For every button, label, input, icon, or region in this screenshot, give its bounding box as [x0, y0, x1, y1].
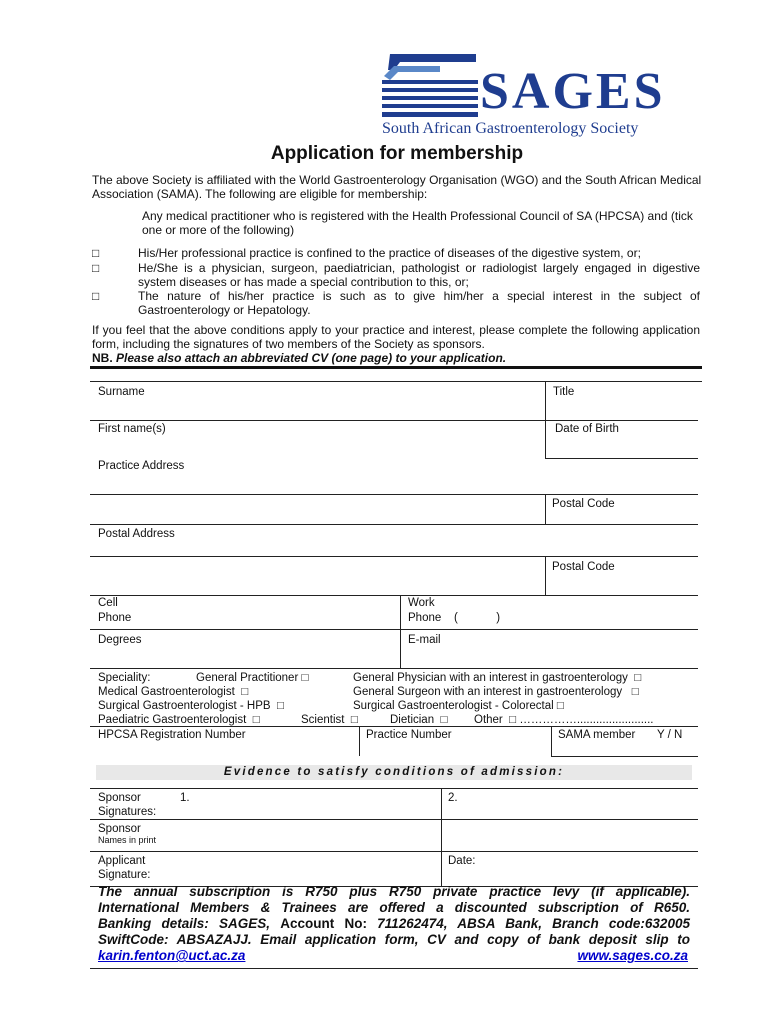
sponsor-print-label: Sponsor [98, 823, 141, 835]
speciality-general-physician[interactable]: General Physician with an interest in gastroenterology □ [353, 672, 642, 684]
nb-text: Please also attach an abbreviated CV (one page) to your application. [116, 351, 507, 365]
postal-code-label: Postal Code [552, 561, 615, 573]
hpcsa-label: HPCSA Registration Number [98, 729, 246, 741]
work-phone-label: Phone ( ) [408, 612, 501, 624]
checkbox-icon[interactable]: □ [252, 714, 260, 726]
practice-postal-code-label: Postal Code [552, 498, 615, 510]
table-top-rule [90, 366, 702, 369]
nb-note [92, 351, 700, 365]
speciality-other[interactable]: Other □ ……………........................ [474, 714, 654, 726]
applicant-signature-label: Signature: [98, 869, 151, 881]
checkbox-icon[interactable]: □ [301, 672, 309, 684]
checkbox-icon[interactable]: □ [631, 686, 639, 698]
cell-label: Cell [98, 597, 118, 609]
postal-address-label: Postal Address [98, 528, 175, 540]
sponsor-1-number: 1. [180, 792, 190, 804]
sages-logo [380, 50, 700, 140]
logo-subtitle: South African Gastroenterology Society [382, 120, 639, 137]
first-name-label: First name(s) [98, 423, 166, 435]
footer-line-4: SwiftCode: ABSAZAJJ. Email application form, CV and copy of bank deposit slip to [98, 932, 690, 947]
footer-line-3: Banking details: SAGES, Account No: 711262474, ABSA Bank, Branch code:632005 [98, 916, 690, 931]
dob-label: Date of Birth [555, 423, 619, 435]
logo-mark-icon [380, 50, 480, 122]
practice-number-label: Practice Number [366, 729, 452, 741]
sponsor-signatures-label: Signatures: [98, 806, 157, 818]
speciality-surgical-hpb[interactable]: Surgical Gastroenterologist - HPB □ [98, 700, 284, 712]
intro-text: The above Society is affiliated with the World Gastroenterology Organisation (WGO) and the South African Medical Association (SAMA). The following are eligible for membership: [92, 173, 702, 201]
title-label: Title [553, 386, 575, 398]
footer-links [98, 948, 688, 964]
speciality-dietician[interactable]: Dietician □ [390, 714, 448, 726]
option-checkbox-1[interactable]: □ [92, 246, 100, 260]
checkbox-icon[interactable]: □ [276, 700, 284, 712]
work-label: Work [408, 597, 435, 609]
checkbox-icon[interactable]: □ [241, 686, 249, 698]
sama-yn[interactable]: Y / N [657, 729, 683, 741]
checkbox-icon[interactable]: □ [509, 714, 517, 726]
sponsor-2-number: 2. [448, 792, 458, 804]
nb-label: NB. [92, 351, 113, 365]
checkbox-icon[interactable]: □ [556, 700, 564, 712]
names-in-print-label: Names in print [98, 835, 157, 845]
sponsor-label: Sponsor [98, 792, 141, 804]
footer-line-2: International Members & Trainees are offered a discounted subscription of R650. [98, 900, 690, 915]
eligibility-text: Any medical practitioner who is registered with the Health Professional Council of SA (HPCSA) and (tick one or more of the following) [142, 209, 693, 237]
checkbox-icon[interactable]: □ [634, 672, 642, 684]
checkbox-icon[interactable]: □ [350, 714, 358, 726]
speciality-label: Speciality: [98, 672, 151, 684]
website-link[interactable]: www.sages.co.za [577, 948, 688, 963]
option-checkbox-3[interactable]: □ [92, 289, 100, 303]
option-text-2: He/She is a physician, surgeon, paediatrician, pathologist or radiologist largely engaged in digestive system diseases or has made a special contribution to this, or; [138, 261, 700, 289]
option-checkbox-2[interactable]: □ [92, 261, 100, 275]
speciality-general-surgeon[interactable]: General Surgeon with an interest in gastroenterology □ [353, 686, 639, 698]
option-text-1: His/Her professional practice is confined to the practice of diseases of the digestive system, or; [138, 246, 641, 260]
sama-label: SAMA member [558, 729, 636, 741]
checkbox-icon[interactable]: □ [440, 714, 448, 726]
contact-email-link[interactable]: karin.fenton@uct.ac.za [98, 948, 246, 963]
other-blank[interactable]: ……………........................ [519, 714, 654, 726]
bottom-rule [90, 968, 698, 969]
evidence-heading: Evidence to satisfy conditions of admission: [96, 765, 692, 780]
surname-label: Surname [98, 386, 145, 398]
practice-address-label: Practice Address [98, 460, 185, 472]
applicant-label: Applicant [98, 855, 146, 867]
speciality-medical-gastroenterologist[interactable]: Medical Gastroenterologist □ [98, 686, 249, 698]
option-text-3: The nature of his/her practice is such as to give him/her a special interest in the subject of Gastroenterology or Hepatology. [138, 289, 700, 317]
footer-line-1: The annual subscription is R750 plus R750 private practice levy (if applicable). [98, 884, 690, 899]
speciality-general-practitioner[interactable]: General Practitioner □ [196, 672, 309, 684]
degrees-label: Degrees [98, 634, 142, 646]
speciality-surgical-colorectal[interactable]: Surgical Gastroenterologist - Colorectal □ [353, 700, 564, 712]
email-label: E-mail [408, 634, 441, 646]
speciality-paediatric[interactable]: Paediatric Gastroenterologist □ [98, 714, 260, 726]
conditions-text: If you feel that the above conditions apply to your practice and interest, please complete the following application form, including the signatures of two members of the Society as sponsors. [92, 323, 700, 351]
logo-wordmark: SAGES [480, 63, 666, 120]
speciality-scientist[interactable]: Scientist □ [301, 714, 358, 726]
date-label: Date: [448, 855, 476, 867]
cell-phone-label: Phone [98, 612, 132, 624]
page-title: Application for membership [270, 143, 524, 164]
